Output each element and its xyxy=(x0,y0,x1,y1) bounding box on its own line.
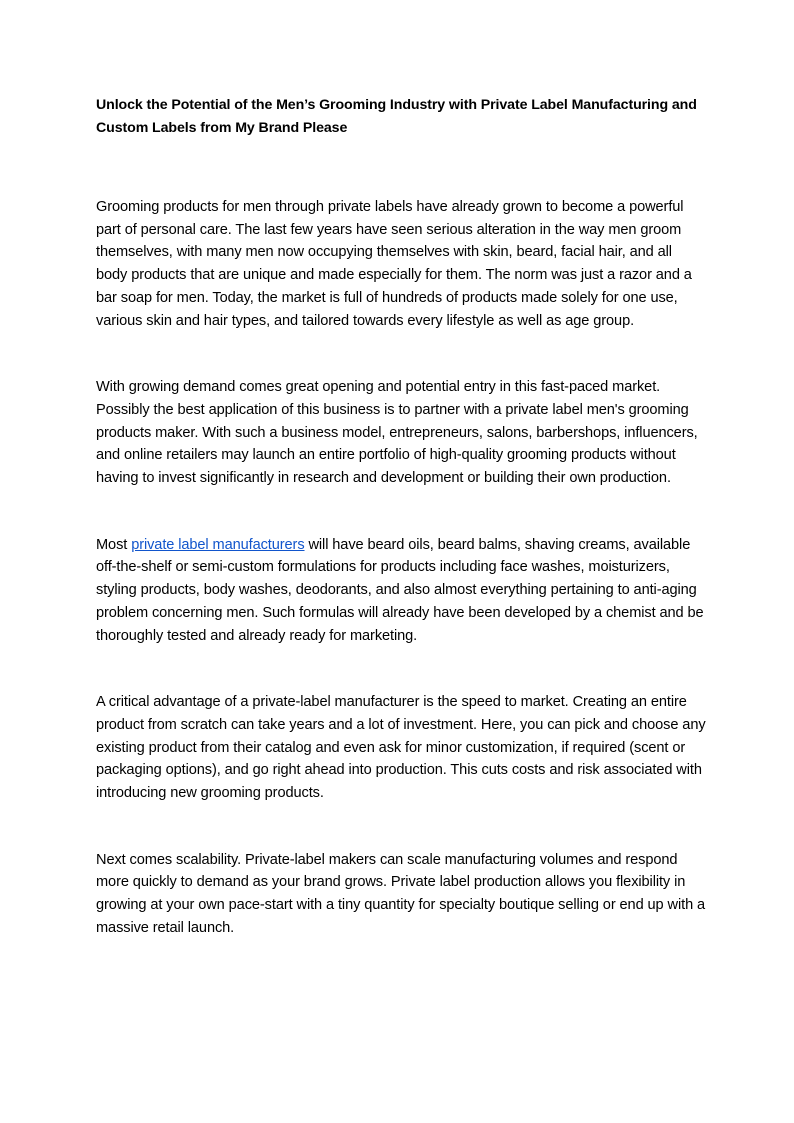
paragraph-text-after-link: will have beard oils, beard balms, shaving creams, available off-the-shelf or semi-custom formulations for products including face washes, moisturizers, styling products, body washes, deodorants, and also almost everything pertaining to anti-aging problem concerning men. Such formulas will already have been developed by a chemist and be thoroughly tested and already ready for marketing. xyxy=(96,536,704,644)
paragraph-text-before-link: Most xyxy=(96,536,132,553)
document-title: Unlock the Potential of the Men’s Grooming Industry with Private Label Manufacturing and Custom Labels from My Brand Please xyxy=(96,97,697,136)
private-label-manufacturers-link[interactable]: private label manufacturers xyxy=(131,536,305,553)
paragraph-formulations xyxy=(96,534,706,648)
document-body xyxy=(96,94,706,940)
paragraph-scalability: Next comes scalability. Private-label makers can scale manufacturing volumes and respond more quickly to demand as your brand grows. Private label production allows you flexibility in growing at your own pace-start with a tiny quantity for specialty boutique selling or end up with a massive retail launch. xyxy=(96,851,706,936)
paragraph-intro: Grooming products for men through private labels have already grown to become a powerful part of personal care. The last few years have seen serious alteration in the way men groom themselves, with many men now occupying themselves with skin, beard, facial hair, and all body products that are unique and made especially for them. The norm was just a razor and a bar soap for men. Today, the market is full of hundreds of products made solely for one use, various skin and hair types, and tailored towards every lifestyle as well as age group. xyxy=(96,199,692,329)
paragraph-demand: With growing demand comes great opening and potential entry in this fast-paced market. Possibly the best application of this business is to partner with a private label men's grooming products maker. With such a business model, entrepreneurs, salons, barbershops, influencers, and online retailers may launch an entire portfolio of high-quality grooming products without having to invest significantly in research and development or building their own production. xyxy=(96,379,698,487)
paragraph-speed-to-market: A critical advantage of a private-label manufacturer is the speed to market. Creating an entire product from scratch can take years and a lot of investment. Here, you can pick and choose any existing product from their catalog and even ask for minor customization, if required (scent or packaging options), and go right ahead into production. This cuts costs and risk associated with introducing new grooming products. xyxy=(96,694,706,802)
